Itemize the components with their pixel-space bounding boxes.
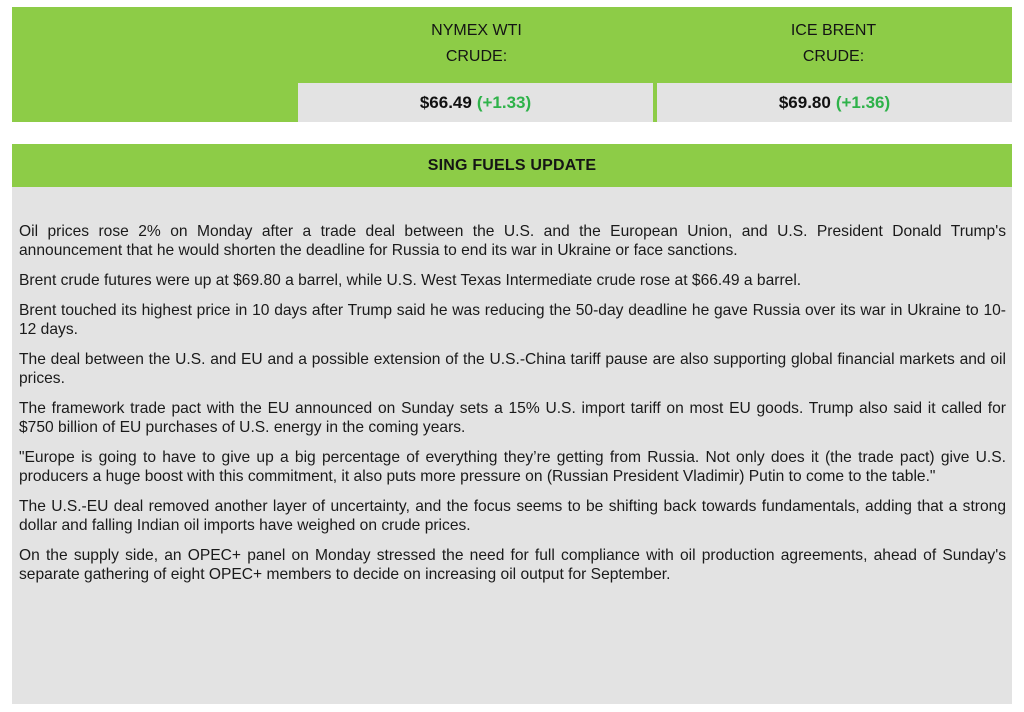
- brent-label: ICE BRENT CRUDE:: [790, 21, 877, 65]
- update-paragraph: The deal between the U.S. and EU and a possible extension of the U.S.-China tariff pause are also supporting global financial markets and oil prices.: [19, 351, 1006, 387]
- crude-price-table: [12, 7, 1012, 122]
- wti-change: (+1.33): [476, 92, 532, 112]
- brent-change: (+1.36): [835, 92, 891, 112]
- wti-label: NYMEX WTI CRUDE:: [431, 21, 522, 65]
- brent-header: [655, 7, 1012, 80]
- wti-price-cell: [298, 83, 653, 122]
- update-paragraph: On the supply side, an OPEC+ panel on Monday stressed the need for full compliance with oil production agreements, ahead of Sunday's separate gathering of eight OPEC+ members to decide on increasing oil output for September.: [19, 547, 1006, 583]
- wti-header: [298, 7, 655, 80]
- update-paragraph: Oil prices rose 2% on Monday after a trade deal between the U.S. and the European Union, and U.S. President Donald Trump's announcement that he would shorten the deadline for Russia to end its war in Ukraine or face sanctions.: [19, 223, 1006, 259]
- update-title: SING FUELS UPDATE: [12, 144, 1012, 187]
- brent-price: $69.80: [778, 92, 831, 112]
- brent-price-cell: [657, 83, 1012, 122]
- update-paragraph: The framework trade pact with the EU announced on Sunday sets a 15% U.S. import tariff on most EU goods. Trump also said it called for $750 billion of EU purchases of U.S. energy in the coming years.: [19, 400, 1006, 436]
- wti-price: $66.49: [419, 92, 472, 112]
- update-paragraph: "Europe is going to have to give up a big percentage of everything they’re getting from Russia. Not only does it (the trade pact) give U.S. producers a huge boost with this commitment, it also puts more pressure on (Russian President Vladimir) Putin to come to the table.": [19, 449, 1006, 485]
- update-paragraph: The U.S.-EU deal removed another layer of uncertainty, and the focus seems to be shifting back towards fundamentals, adding that a strong dollar and falling Indian oil imports have weighed on crude prices.: [19, 498, 1006, 534]
- update-paragraph: Brent touched its highest price in 10 days after Trump said he was reducing the 50-day deadline he gave Russia over its war in Ukraine to 10-12 days.: [19, 302, 1006, 338]
- update-paragraph: Brent crude futures were up at $69.80 a barrel, while U.S. West Texas Intermediate crude rose at $66.49 a barrel.: [19, 272, 802, 289]
- fuels-update-panel: [12, 144, 1012, 704]
- update-body: [12, 187, 1012, 584]
